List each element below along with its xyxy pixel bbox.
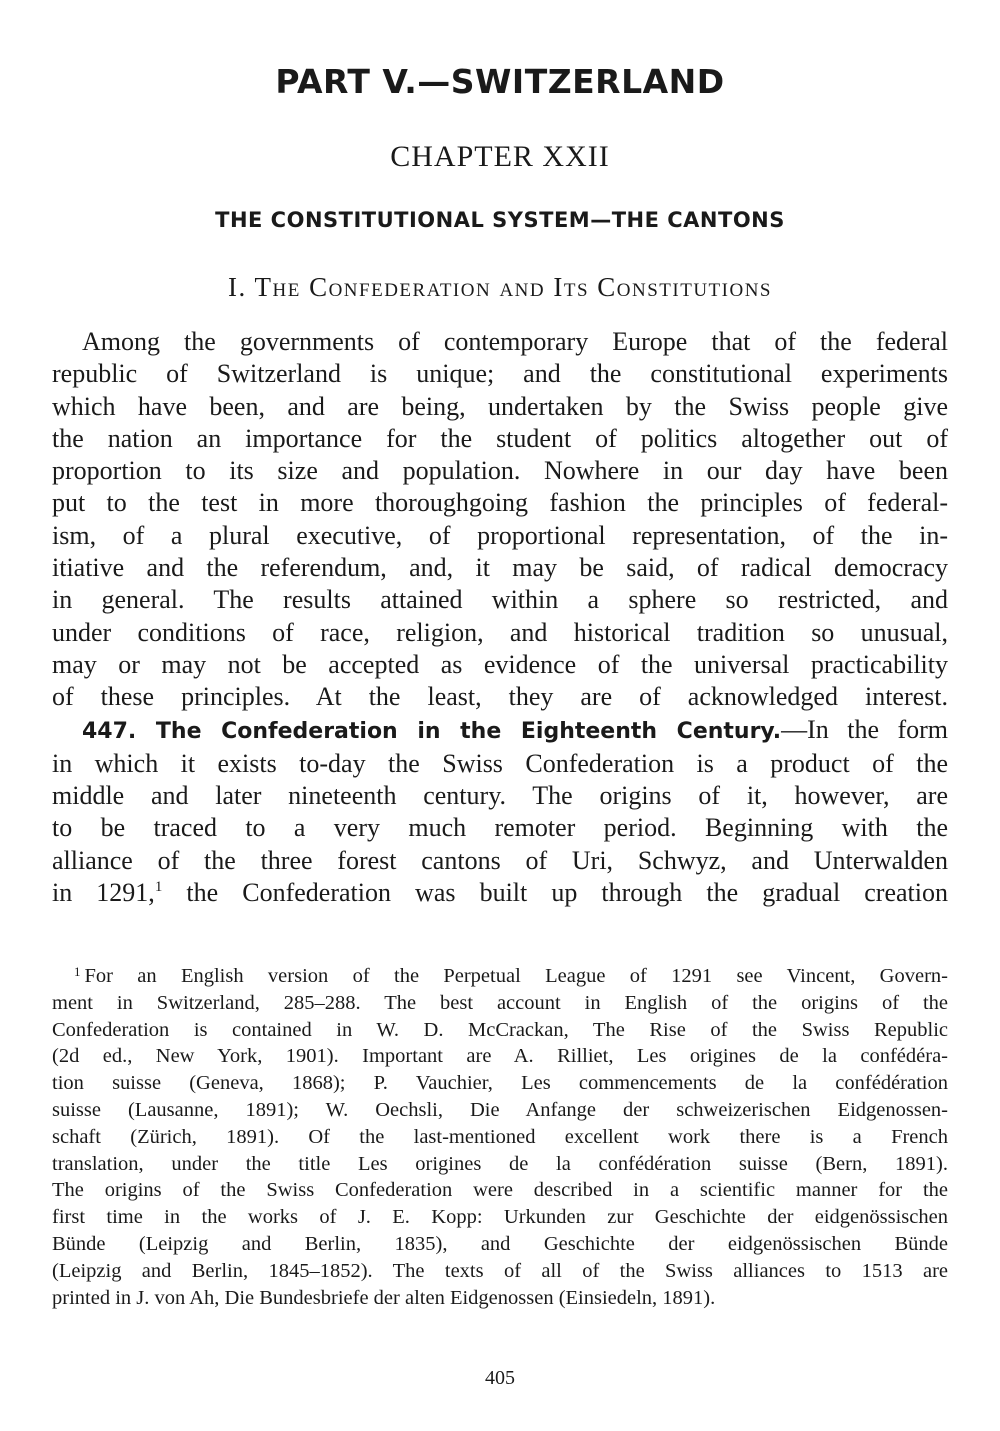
text-line <box>52 714 948 748</box>
footnote-line: The origins of the Swiss Confederation were described in a scientific manner for the <box>52 1179 948 1202</box>
text-line: to be traced to a very much remoter period. Beginning with the <box>52 813 948 843</box>
footnote-line: (Leipzig and Berlin, 1845–1852). The texts of all of the Swiss alliances to 1513 are <box>52 1259 948 1282</box>
text-line <box>52 877 948 909</box>
footnote-reference[interactable]: 1 <box>154 879 163 896</box>
text-line: Among the governments of contemporary Europe that of the federal <box>82 327 948 356</box>
footnote-line <box>52 963 948 990</box>
text-line: of these principles. At the least, they are of acknowledged interest. <box>52 682 948 712</box>
footnote-line: suisse (Lausanne, 1891); W. Oechsli, Die Anfange der schweizerischen Eidgenossen- <box>52 1098 948 1121</box>
text-line: the nation an importance for the student of politics altogether out of <box>52 423 948 453</box>
text-fragment: the Confederation was built up through the gradual creation <box>162 878 948 908</box>
text-fragment: For an English version of the Perpetual League of 1291 see Vincent, Govern- <box>84 965 948 987</box>
chapter-number: CHAPTER XXII <box>390 140 610 173</box>
footnote-line: translation, under the title Les origines de la confédération suisse (Bern, 1891). <box>52 1152 948 1175</box>
section-heading: I. The Confederation and Its Constitutions <box>228 272 772 302</box>
section-run-in-heading: 447. The Confederation in the Eighteenth Century. <box>82 718 782 744</box>
text-line: put to the test in more thoroughgoing fashion the principles of federal- <box>52 488 948 518</box>
footnote-line: Bünde (Leipzig and Berlin, 1835), and Geschichte der eidgenössischen Bünde <box>52 1232 948 1255</box>
footnote-line: first time in the works of J. E. Kopp: Urkunden zur Geschichte der eidgenössischen <box>52 1206 948 1229</box>
footnote-line: ment in Switzerland, 285–288. The best account in English of the origins of the <box>52 991 948 1014</box>
footnote-line: schaft (Zürich, 1891). Of the last-mentioned excellent work there is a French <box>52 1125 948 1148</box>
footnote <box>52 963 948 1311</box>
footnote-line: printed in J. von Ah, Die Bundesbriefe der alten Eidgenossen (Einsiedeln, 1891). <box>52 1286 716 1309</box>
text-line: which have been, and are being, undertaken by the Swiss people give <box>52 391 948 421</box>
body-text <box>52 326 948 909</box>
part-title: PART V.—SWITZERLAND <box>275 62 725 101</box>
footnote-mark: 1 <box>74 964 81 979</box>
text-fragment: in 1291, <box>52 878 155 908</box>
text-fragment: —In the form <box>781 714 948 744</box>
footnote-line: tion suisse (Geneva, 1868); P. Vauchier, Les commencements de la confédération <box>52 1072 948 1095</box>
text-line: proportion to its size and population. Nowhere in our day have been <box>52 456 948 486</box>
text-line: republic of Switzerland is unique; and the constitutional experiments <box>52 359 948 389</box>
text-line: in general. The results attained within a sphere so restricted, and <box>52 585 948 615</box>
page-number: 405 <box>485 1367 515 1389</box>
footnote-line: Confederation is contained in W. D. McCrackan, The Rise of the Swiss Republic <box>52 1018 948 1041</box>
chapter-subtitle: THE CONSTITUTIONAL SYSTEM—THE CANTONS <box>215 208 785 232</box>
text-line: ism, of a plural executive, of proportional representation, of the in- <box>52 520 948 550</box>
footnote-line: (2d ed., New York, 1901). Important are A. Rilliet, Les origines de la confédéra- <box>52 1045 948 1068</box>
text-line: may or may not be accepted as evidence of the universal practicability <box>52 649 948 679</box>
text-line: itiative and the referendum, and, it may be said, of radical democracy <box>52 553 948 583</box>
paragraph <box>52 714 948 910</box>
text-line: alliance of the three forest cantons of Uri, Schwyz, and Unterwalden <box>52 845 948 875</box>
text-line: middle and later nineteenth century. The origins of it, however, are <box>52 781 948 811</box>
text-line: in which it exists to-day the Swiss Confederation is a product of the <box>52 748 948 778</box>
paragraph <box>52 326 948 714</box>
text-line: under conditions of race, religion, and historical tradition so unusual, <box>52 617 948 647</box>
